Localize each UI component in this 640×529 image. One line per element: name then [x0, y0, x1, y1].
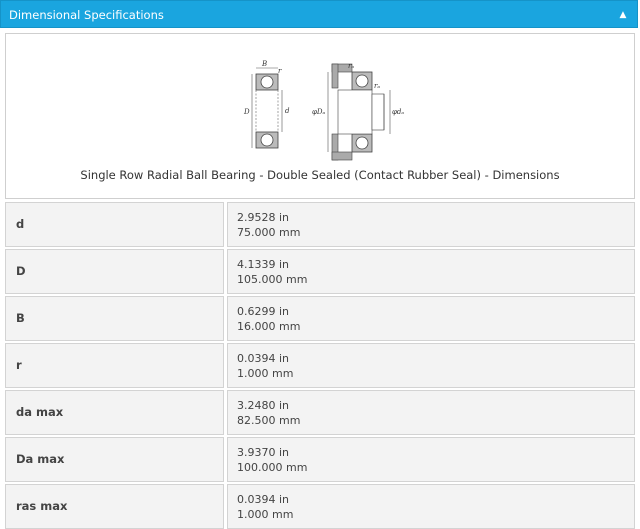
spec-value-cell: [227, 343, 635, 388]
spec-value-cell: [227, 296, 635, 341]
spec-value-cell: [227, 202, 635, 247]
table-row: [5, 202, 635, 247]
table-row: [5, 296, 635, 341]
spec-value-in: 0.6299 in: [237, 305, 290, 318]
label-da: φdₐ: [392, 108, 405, 116]
spec-value-mm: 75.000 mm: [237, 226, 301, 239]
spec-label: B: [16, 311, 25, 325]
spec-value-cell: [227, 390, 635, 435]
spec-value-in: 2.9528 in: [237, 211, 290, 224]
label-D: D: [244, 108, 250, 116]
bearing-figure: [5, 33, 635, 199]
spec-value-mm: 105.000 mm: [237, 273, 308, 286]
spec-label: D: [16, 264, 26, 278]
spec-label-cell: [5, 202, 224, 247]
table-row: [5, 484, 635, 529]
table-row: [5, 437, 635, 482]
spec-value-in: 3.9370 in: [237, 446, 290, 459]
spec-value-cell: [227, 249, 635, 294]
spec-value-mm: 16.000 mm: [237, 320, 301, 333]
spec-label: da max: [16, 405, 64, 419]
panel-title: Dimensional Specifications: [9, 8, 164, 22]
spec-label: d: [16, 217, 25, 231]
label-r: r: [278, 67, 282, 75]
spec-value-cell: [227, 484, 635, 529]
spec-label: r: [16, 358, 22, 372]
table-row: [5, 249, 635, 294]
spec-label-cell: [5, 437, 224, 482]
spec-value-in: 0.0394 in: [237, 352, 290, 365]
label-B: B: [262, 60, 268, 68]
label-Da: φDₐ: [312, 108, 326, 116]
spec-label-cell: [5, 296, 224, 341]
spec-value-in: 3.2480 in: [237, 399, 290, 412]
spec-label: Da max: [16, 452, 65, 466]
label-ras-inner: rₐ: [374, 82, 380, 90]
panel-header[interactable]: [0, 0, 638, 28]
table-row: [5, 390, 635, 435]
spec-label-cell: [5, 390, 224, 435]
label-ras-top: rₐ: [348, 62, 354, 70]
spec-label-cell: [5, 484, 224, 529]
spec-value-in: 4.1339 in: [237, 258, 290, 271]
spec-label-cell: [5, 249, 224, 294]
table-row: [5, 343, 635, 388]
spec-value-mm: 100.000 mm: [237, 461, 308, 474]
chevron-up-icon[interactable]: ▲: [619, 10, 627, 20]
spec-label: ras max: [16, 499, 68, 513]
bearing-dimension-diagram-icon: [238, 58, 408, 166]
spec-value-mm: 1.000 mm: [237, 508, 294, 521]
spec-value-mm: 82.500 mm: [237, 414, 301, 427]
spec-value-mm: 1.000 mm: [237, 367, 294, 380]
spec-label-cell: [5, 343, 224, 388]
label-d: d: [285, 107, 290, 115]
spec-value-cell: [227, 437, 635, 482]
figure-caption: Single Row Radial Ball Bearing - Double Sealed (Contact Rubber Seal) - Dimensions: [80, 168, 560, 182]
spec-value-in: 0.0394 in: [237, 493, 290, 506]
